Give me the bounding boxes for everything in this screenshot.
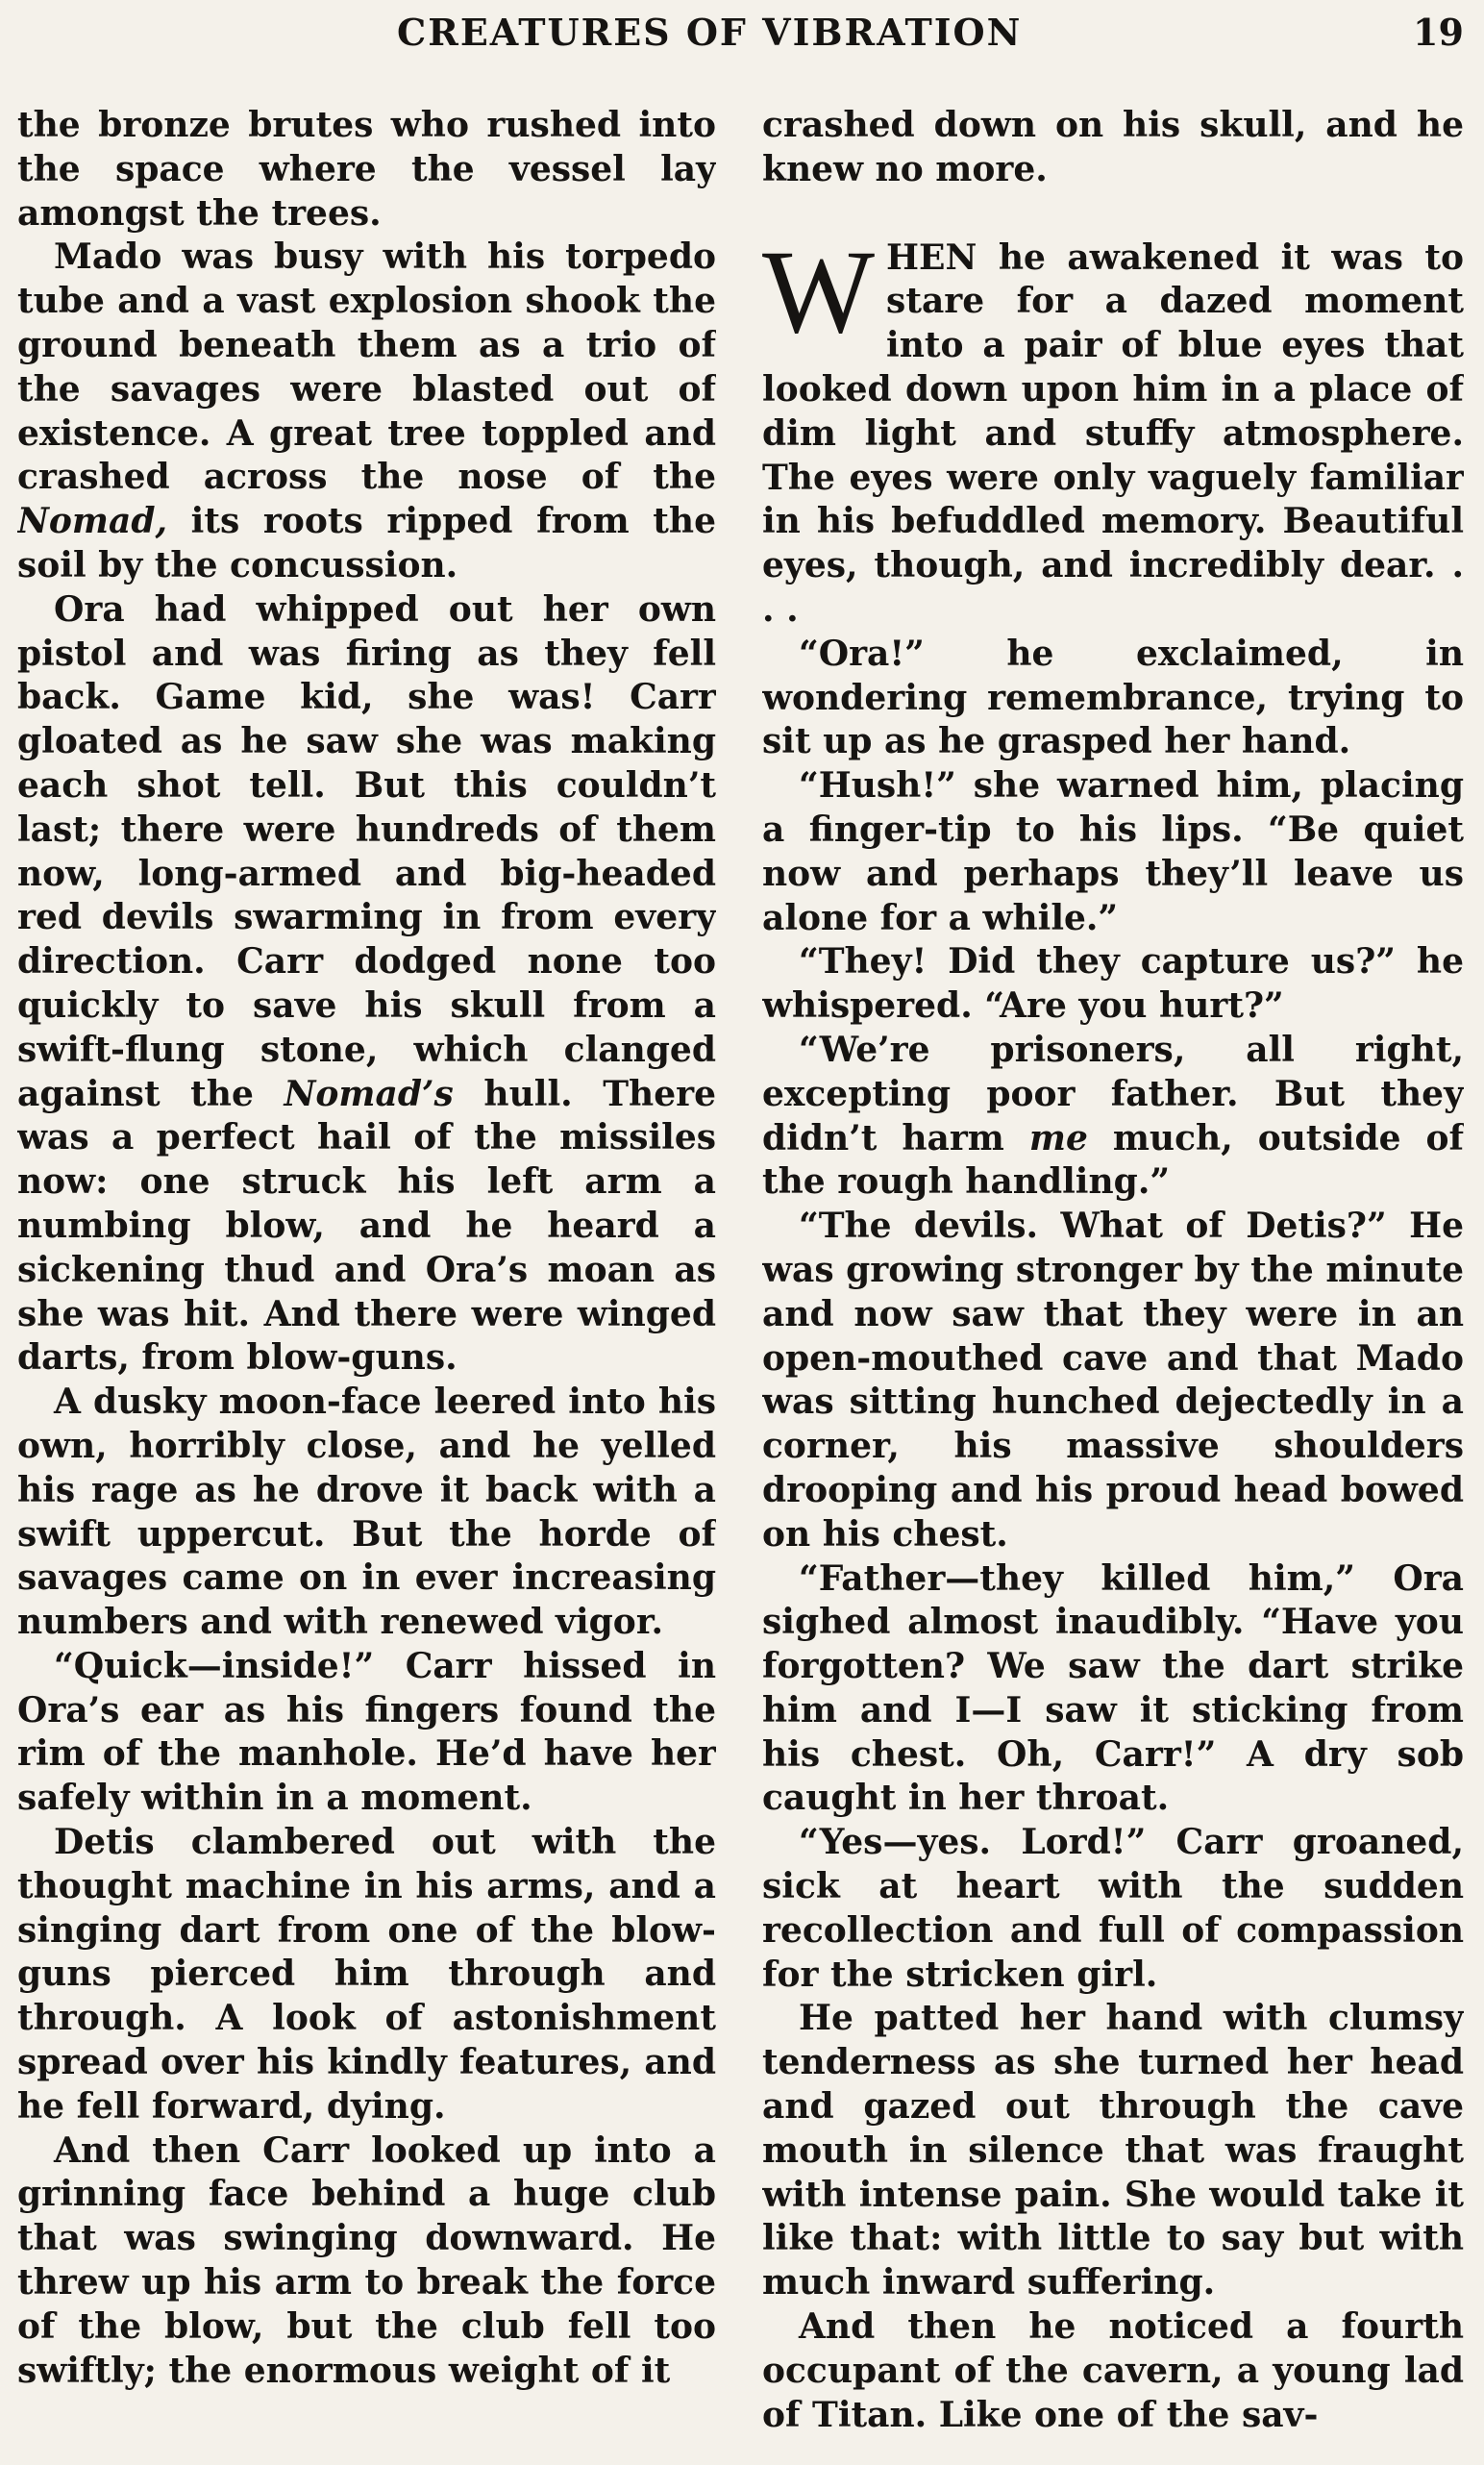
paragraph: “Quick—inside!” Carr hissed in Ora’s ear as his fingers found the rim of the manhole. He’d have her safely within in a moment. [17,1645,716,1819]
paragraph: Mado was busy with his torpedo tube and a vast explosion shook the ground beneath them as a trio of the savages were blasted out of existence. A great tree toppled and crashed across the nose of the Nomad, its roots ripped from the soil by the concussion. [17,237,716,585]
paragraph: “We’re prisoners, all right, excepting poor father. But they didn’t harm me much, outside of the rough handling.” [762,1029,1464,1203]
right-column [762,104,1464,2450]
paragraph: “Hush!” she warned him, placing a finger-tip to his lips. “Be quiet now and perhaps they’ll leave us alone for a while.” [762,765,1464,938]
ship-name: Nomad’s [284,1073,454,1114]
paragraph: crashed down on his skull, and he knew no more. [762,105,1464,189]
paragraph: “Ora!” he exclaimed, in wondering remembrance, trying to sit up as he grasped her hand. [762,633,1464,762]
emphasis: me [1028,1117,1088,1158]
paragraph: Detis clambered out with the thought machine in his arms, and a singing dart from one of the blow-guns pierced him through and through. A look of astonishment spread over his kindly features, and he fell forward, dying. [17,1822,716,2127]
paragraph: He patted her hand with clumsy tenderness as she turned her head and gazed out through the cave mouth in silence that was fraught with intense pain. She would take it like that: with little to say but with much inward suffering. [762,1998,1464,2303]
paragraph: And then Carr looked up into a grinning face behind a huge club that was swinging downward. He threw up his arm to break the force of the blow, but the club fell too swiftly; the enormous weight of it [17,2129,716,2391]
ship-name: Nomad, [17,501,168,542]
paragraph: “Yes—yes. Lord!” Carr groaned, sick at heart with the sudden recollection and full of compassion for the stricken girl. [762,1822,1464,1995]
page-number: 19 [1413,11,1464,54]
paragraph: “They! Did they capture us?” he whispered. “Are you hurt?” [762,941,1464,1027]
running-title: CREATURES OF VIBRATION [397,11,1023,54]
drop-cap: W [762,225,876,358]
paragraph: A dusky moon-face leered into his own, horribly close, and he yelled his rage as he drove it back with a swift uppercut. But the horde of savages came on in ever increasing numbers and with renewed vigor. [17,1382,716,1643]
section-opening-paragraph: WHEN he awakened it was to stare for a dazed moment into a pair of blue eyes that looked down upon him in a place of dim light and stuffy atmosphere. The eyes were only vaguely familiar in his befuddled memory. Beautiful eyes, though, and incredibly dear. . . . [762,225,1464,630]
paragraph: “Father—they killed him,” Ora sighed almost inaudibly. “Have you forgotten? We saw the dart strike him and I—I saw it sticking from his chest. Oh, Carr!” A dry sob caught in her throat. [762,1557,1464,1819]
left-column [17,104,716,2450]
paragraph: Ora had whipped out her own pistol and was firing as they fell back. Game kid, she was! Carr gloated as he saw she was making each shot tell. But this couldn’t last; there were hundreds of them now, long-armed and big-headed red devils swarming in from every direction. Carr dodged none too quickly to save his skull from a swift-flung stone, which clanged against the Nomad’s hull. There was a perfect hail of the missiles now: one struck his left arm a numbing blow, and he heard a sickening thud and Ora’s moan as she was hit. And there were winged darts, from blow-guns. [17,588,716,1379]
paragraph: And then he noticed a fourth occupant of the cavern, a young lad of Titan. Like one of the sav- [762,2306,1464,2435]
paragraph: the bronze brutes who rushed into the space where the vessel lay amongst the trees. [17,105,716,234]
paragraph: “The devils. What of Detis?” He was growing stronger by the minute and now saw that they were in an open-mouthed cave and that Mado was sitting hunched dejectedly in a corner, his massive shoulders drooping and his proud head bowed on his chest. [762,1206,1464,1555]
running-head [0,6,1484,60]
